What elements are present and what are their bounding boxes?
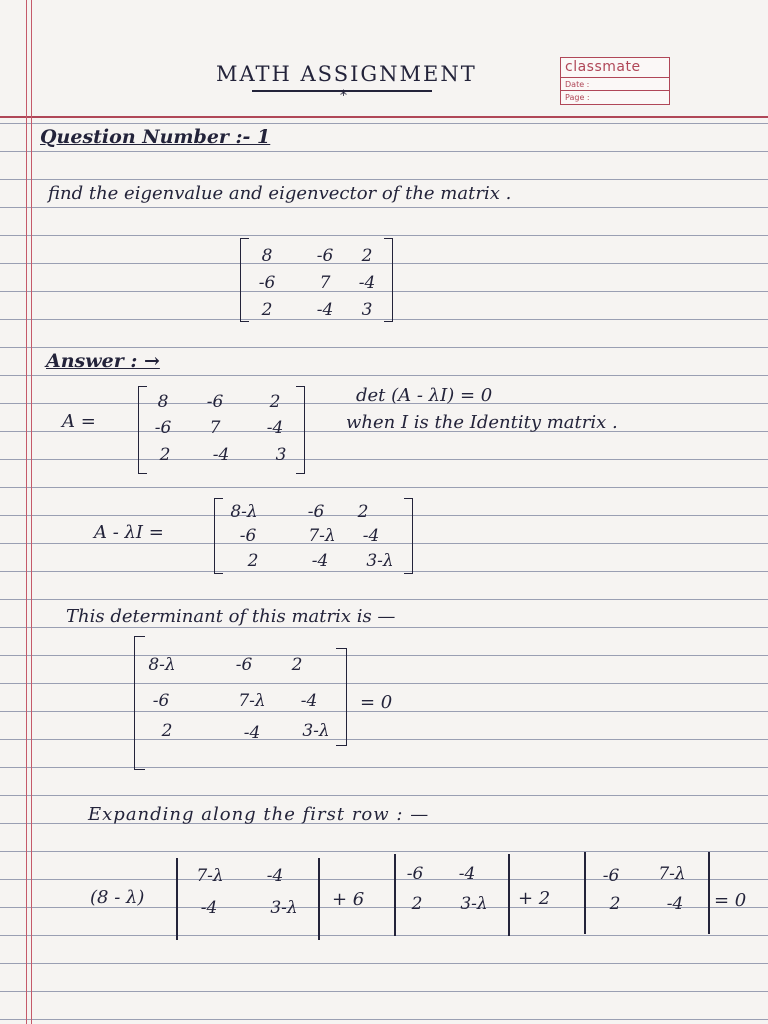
- det-note: det (A - λI) = 0: [356, 385, 493, 406]
- matrix-cell: 8-λ: [148, 655, 176, 675]
- matrix-cell: -6: [154, 418, 172, 438]
- matrix-cell: -6: [206, 392, 224, 412]
- matrix-cell: 3: [361, 300, 373, 320]
- brand-logo-text: classmate: [565, 59, 641, 75]
- matrix-cell: 2: [361, 246, 373, 266]
- matrix-cell: 2: [247, 551, 259, 571]
- minor-cell: 3-λ: [270, 898, 298, 918]
- matrix-cell: 2: [291, 655, 303, 675]
- matrix-cell: -4: [300, 691, 318, 711]
- margin-line: [31, 0, 32, 1024]
- det-equals: = 0: [360, 692, 393, 713]
- matrix-cell: 2: [161, 721, 173, 741]
- matrix-cell: 7-λ: [308, 526, 336, 546]
- matrix-cell: 8: [261, 246, 273, 266]
- matrix-cell: 8-λ: [230, 502, 258, 522]
- matrix-cell: 3: [275, 445, 287, 465]
- brand-box: [560, 57, 670, 105]
- matrix-cell: -6: [258, 273, 276, 293]
- matrix-cell: 7: [209, 418, 221, 438]
- date-field: Date :: [561, 77, 669, 91]
- minor-cell: -6: [602, 866, 620, 886]
- margin-line: [26, 0, 27, 1024]
- page-title: MATH ASSIGNMENT: [216, 62, 477, 86]
- expand-statement: Expanding along the first row : —: [88, 804, 430, 825]
- plus-six: + 6: [332, 889, 365, 910]
- matrix-cell: -6: [239, 526, 257, 546]
- matrix-cell: 2: [357, 502, 369, 522]
- matrix-cell: 3-λ: [302, 721, 330, 741]
- answer-heading: Answer : →: [46, 350, 160, 372]
- matrix-cell: 2: [269, 392, 281, 412]
- matrix-cell: -6: [152, 691, 170, 711]
- minor-cell: 2: [609, 894, 621, 914]
- title-star: *: [340, 88, 347, 104]
- matrix-cell: -4: [358, 273, 376, 293]
- matrix-cell: -6: [235, 655, 253, 675]
- a-label: A =: [62, 411, 96, 432]
- page-field: Page :: [561, 90, 669, 104]
- term1-coefficient: (8 - λ): [90, 887, 145, 908]
- matrix-cell: 2: [159, 445, 171, 465]
- minor-cell: -6: [406, 864, 424, 884]
- question-heading: Question Number :- 1: [40, 126, 271, 148]
- matrix-cell: -6: [316, 246, 334, 266]
- question-statement: find the eigenvalue and eigenvector of the matrix .: [48, 183, 512, 204]
- det-statement: This determinant of this matrix is —: [66, 606, 396, 627]
- plus-two: + 2: [518, 888, 551, 909]
- minor-cell: -4: [458, 864, 476, 884]
- matrix-cell: -4: [316, 300, 334, 320]
- matrix-cell: -4: [212, 445, 230, 465]
- matrix-cell: -4: [311, 551, 329, 571]
- minor-cell: 3-λ: [460, 894, 488, 914]
- matrix-cell: -4: [243, 723, 261, 743]
- minor-cell: 7-λ: [196, 866, 224, 886]
- matrix-cell: 2: [261, 300, 273, 320]
- minor-cell: 2: [411, 894, 423, 914]
- matrix-cell: -4: [266, 418, 284, 438]
- matrix-cell: 7-λ: [238, 691, 266, 711]
- matrix-cell: 3-λ: [366, 551, 394, 571]
- minor-cell: -4: [666, 894, 684, 914]
- a-lambda-label: A - λI =: [94, 522, 164, 543]
- identity-note: when I is the Identity matrix .: [346, 412, 618, 433]
- matrix-cell: -4: [362, 526, 380, 546]
- final-equals: = 0: [714, 890, 747, 911]
- minor-cell: -4: [266, 866, 284, 886]
- minor-cell: 7-λ: [658, 864, 686, 884]
- minor-cell: -4: [200, 898, 218, 918]
- matrix-cell: -6: [307, 502, 325, 522]
- matrix-cell: 8: [157, 392, 169, 412]
- matrix-cell: 7: [319, 273, 331, 293]
